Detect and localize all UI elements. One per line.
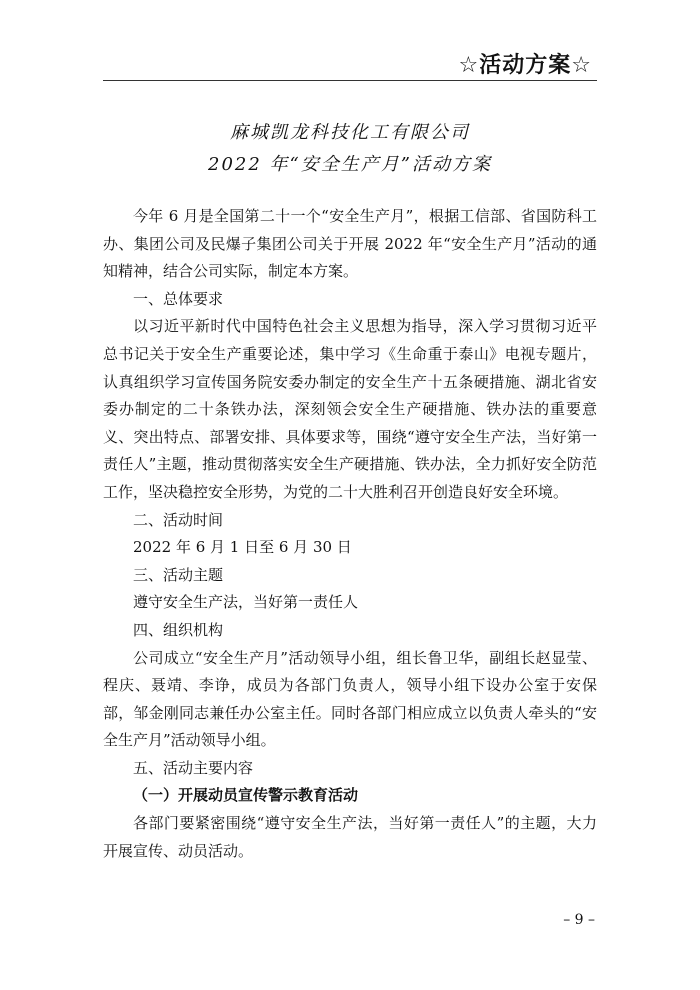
section-text-time: 2022 年 6 月 1 日至 6 月 30 日: [133, 538, 352, 557]
header-divider: [103, 80, 597, 81]
subsection-text: 各部门要紧密围绕“遵守安全生产法，当好第一责任人”的主题，大力开展宣传、动员活动。: [103, 814, 597, 860]
company-name: 麻城凯龙科技化工有限公司: [230, 122, 470, 143]
section-text-organization: 公司成立“安全生产月”活动领导小组，组长鲁卫华，副组长赵显莹、程庆、聂靖、李诤，成员为各部门负责人，领导小组下设办公室于安保部，邹金刚同志兼任办公室主任。同时各部门相应成立以负责人牵头的“安全生产月”活动领导小组。: [103, 648, 597, 750]
section-heading-content: 五、活动主要内容: [133, 758, 254, 777]
section-text-theme: 遵守安全生产法，当好第一责任人: [133, 593, 359, 612]
section-heading-organization: 四、组织机构: [133, 620, 224, 639]
section-heading-requirements: 一、总体要求: [133, 289, 224, 308]
section-heading-theme: 三、活动主题: [133, 565, 224, 584]
intro-paragraph: 今年 6 月是全国第二十一个“安全生产月”，根据工信部、省国防科工办、集团公司及民爆子集团公司关于开展 2022 年“安全生产月”活动的通知精神，结合公司实际，制定本方案。: [103, 207, 597, 281]
document-title: 2022 年“安全生产月”活动方案: [208, 154, 492, 175]
header-label: ☆活动方案☆: [458, 53, 592, 78]
subsection-heading: （一）开展动员宣传警示教育活动: [133, 786, 359, 805]
document-body: [103, 203, 597, 865]
section-text-requirements: 以习近平新时代中国特色社会主义思想为指导，深入学习贯彻习近平总书记关于安全生产重要论述，集中学习《生命重于泰山》电视专题片，认真组织学习宣传国务院安委办制定的安全生产十五条硬措施、湖北省安委办制定的二十条铁办法，深刻领会安全生产硬措施、铁办法的重要意义、突出特点、部署安排、具体要求等，围绕“遵守安全生产法，当好第一责任人”主题，推动贯彻落实安全生产硬措施、铁办法，全力抓好安全防范工作，坚决稳控安全形势，为党的二十大胜利召开创造良好安全环境。: [103, 317, 597, 501]
page-number: – 9 –: [563, 912, 595, 928]
section-heading-time: 二、活动时间: [133, 510, 224, 529]
